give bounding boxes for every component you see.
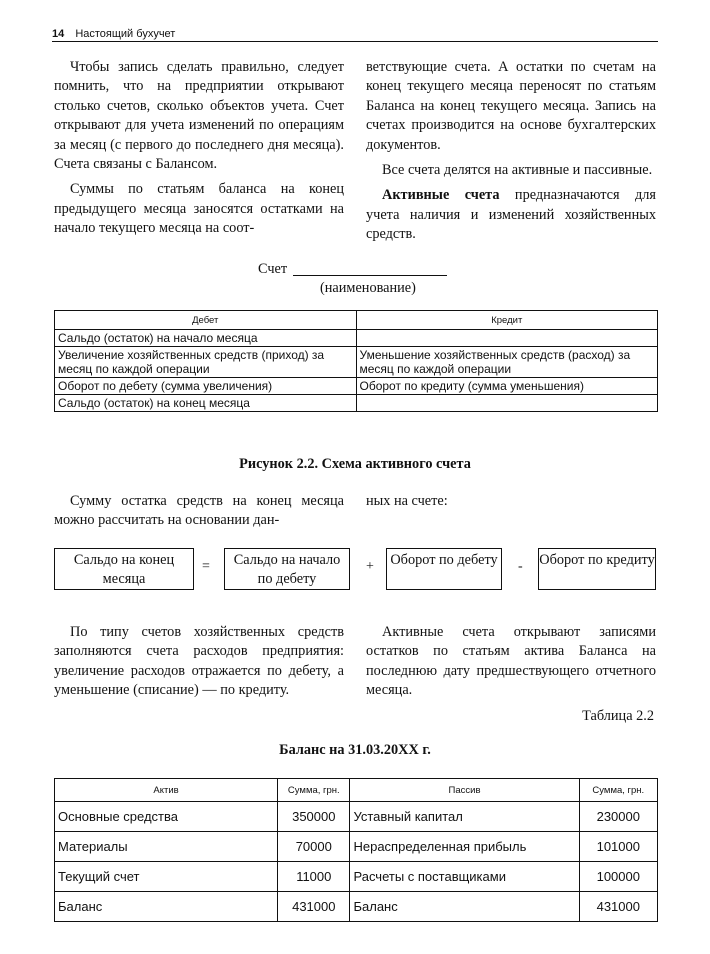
figure-caption: Рисунок 2.2. Схема активного счета bbox=[239, 456, 471, 472]
table-header-row bbox=[55, 311, 658, 330]
debit-header: Дебет bbox=[55, 311, 357, 330]
formula-intro-right: ных на счете: bbox=[366, 493, 448, 509]
credit-header: Кредит bbox=[356, 311, 658, 330]
table-cell: 350000 bbox=[278, 802, 350, 832]
sum-header: Сумма, грн. bbox=[278, 779, 350, 802]
table-cell bbox=[356, 395, 658, 412]
formula-intro-left: Сумму остатка средств на конец месяца можно рассчитать на основании дан- bbox=[54, 493, 344, 529]
table-cell: Баланс bbox=[350, 892, 579, 922]
formula-box-credit-turnover: Оборот по кредиту bbox=[538, 548, 656, 590]
text-column-left bbox=[54, 58, 344, 245]
account-sublabel: (наименование) bbox=[320, 280, 416, 296]
table-row bbox=[55, 862, 658, 892]
account-label bbox=[258, 260, 447, 278]
table-row bbox=[55, 802, 658, 832]
table-cell: Баланс bbox=[55, 892, 278, 922]
bold-term: Активные счета bbox=[382, 187, 500, 204]
formula-box-debit-turnover: Оборот по дебету bbox=[386, 548, 502, 590]
table-cell: Основные средства bbox=[55, 802, 278, 832]
table-row bbox=[55, 347, 658, 378]
table-header-row bbox=[55, 779, 658, 802]
formula-box-opening-balance: Сальдо на начало по дебету bbox=[224, 548, 350, 590]
text-column-right bbox=[366, 58, 656, 251]
table-cell: Нераспределенная прибыль bbox=[350, 832, 579, 862]
page-number: 14 bbox=[52, 28, 65, 40]
active-account-scheme-table bbox=[54, 310, 658, 412]
paragraph: Чтобы запись сделать правильно, следует помнить, что на предприятии открывают столько счетов, сколько объектов учета. Счет открывают для учета изменений по операциям за месяц (с первого до последнего дня месяца). Счета связаны с Балансом. bbox=[54, 59, 344, 173]
book-title: Настоящий бухучет bbox=[75, 28, 176, 40]
table-cell: 101000 bbox=[579, 832, 657, 862]
table-cell: Оборот по кредиту (сумма уменьшения) bbox=[356, 378, 658, 395]
text-column-right-lower bbox=[366, 623, 656, 707]
table-row bbox=[55, 330, 658, 347]
plus-sign: + bbox=[366, 559, 374, 574]
minus-sign: - bbox=[518, 559, 523, 574]
table-cell: Материалы bbox=[55, 832, 278, 862]
table-cell bbox=[356, 330, 658, 347]
table-cell: Сальдо (остаток) на конец месяца bbox=[55, 395, 357, 412]
balance-caption: Баланс на 31.03.20XX г. bbox=[279, 742, 431, 758]
table-row bbox=[55, 832, 658, 862]
table-cell: Оборот по дебету (сумма увеличения) bbox=[55, 378, 357, 395]
table-row bbox=[55, 892, 658, 922]
table-cell: 100000 bbox=[579, 862, 657, 892]
liability-header: Пассив bbox=[350, 779, 579, 802]
table-cell: Увеличение хозяйственных средств (приход) за месяц по каждой операции bbox=[55, 347, 357, 378]
table-cell: Уменьшение хозяйственных средств (расход) за месяц по каждой операции bbox=[356, 347, 658, 378]
table-row bbox=[55, 378, 658, 395]
paragraph: Суммы по статьям баланса на конец предыдущего месяца заносятся остатками на начало текущего месяца на соот- bbox=[54, 181, 344, 237]
equals-sign: = bbox=[202, 559, 210, 574]
text-column-left-lower bbox=[54, 623, 344, 707]
paragraph: Все счета делятся на активные и пассивные. bbox=[382, 162, 653, 179]
table-cell: 230000 bbox=[579, 802, 657, 832]
paragraph-rest: предназначаются для учета наличия и изменений хозяйственных средств. bbox=[366, 187, 656, 243]
asset-header: Актив bbox=[55, 779, 278, 802]
account-name-blank bbox=[293, 260, 447, 276]
paragraph: ветствующие счета. А остатки по счетам на конец текущего месяца переносят по статьям Баланса на конец текущего месяца. Запись на счетах производится на основе бухгалтерских документов. bbox=[366, 59, 656, 153]
balance-table bbox=[54, 778, 658, 922]
paragraph: Активные счета открывают записями остатков по статьям актива Баланса на последнюю дату предшествующего отчетного месяца. bbox=[366, 624, 656, 699]
table-row bbox=[55, 395, 658, 412]
table-cell: Расчеты с поставщиками bbox=[350, 862, 579, 892]
table-cell: Уставный капитал bbox=[350, 802, 579, 832]
account-label-text: Счет bbox=[258, 261, 288, 277]
paragraph bbox=[366, 186, 656, 244]
sum-header: Сумма, грн. bbox=[579, 779, 657, 802]
table-label: Таблица 2.2 bbox=[582, 708, 654, 724]
formula-box-closing-balance: Сальдо на конец месяца bbox=[54, 548, 194, 590]
paragraph: По типу счетов хозяйственных средств заполняются счета расходов предприятия: увеличение расходов отражается по дебету, а уменьшение (списание) — по кредиту. bbox=[54, 624, 344, 699]
table-cell: Сальдо (остаток) на начало месяца bbox=[55, 330, 357, 347]
table-cell: 11000 bbox=[278, 862, 350, 892]
table-cell: Текущий счет bbox=[55, 862, 278, 892]
running-header bbox=[52, 28, 658, 42]
table-cell: 431000 bbox=[278, 892, 350, 922]
table-cell: 70000 bbox=[278, 832, 350, 862]
table-cell: 431000 bbox=[579, 892, 657, 922]
